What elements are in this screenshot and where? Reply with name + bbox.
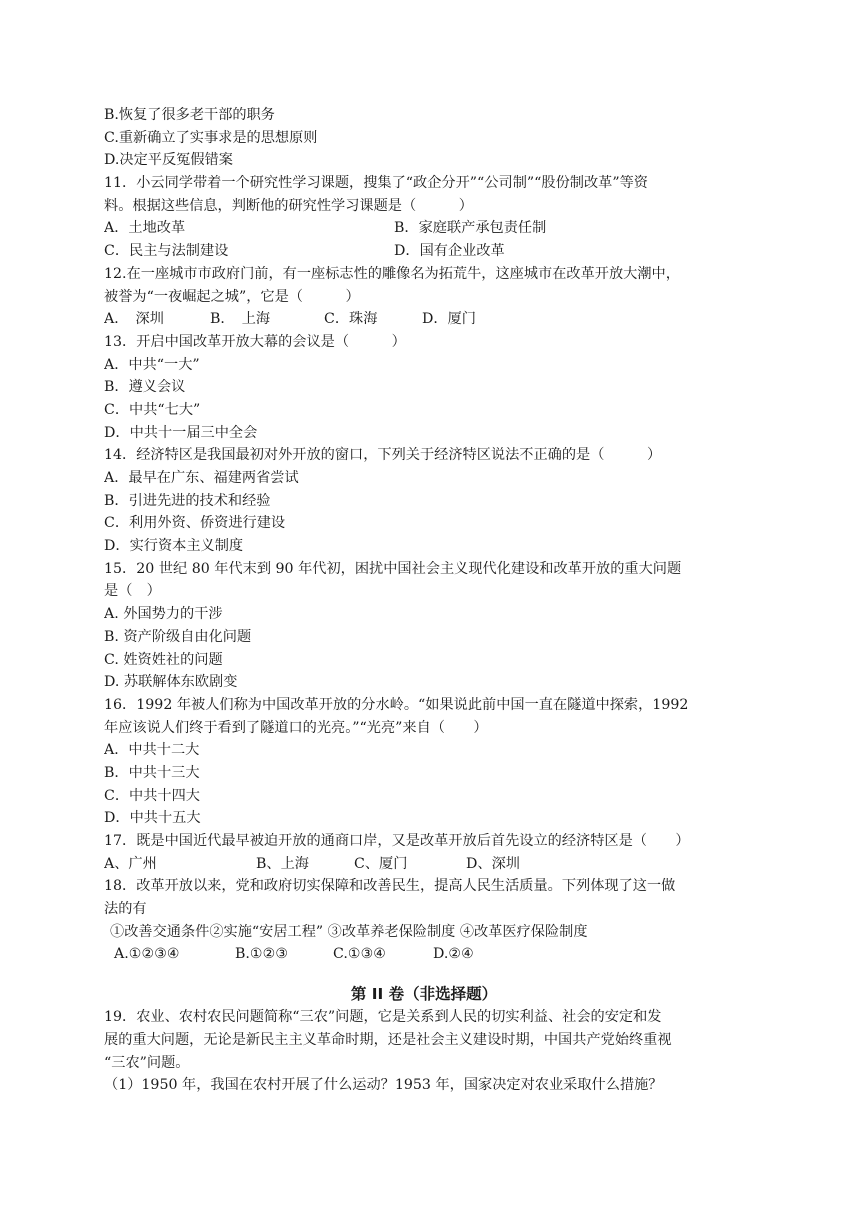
question-11-stem: 料。根据这些信息，判断他的研究性学习课题是（ ） [104,197,473,214]
question-19-stem: “三农”问题。 [104,1054,190,1071]
option-line: C.重新确立了实事求是的思想原则 [104,129,318,146]
question-12-options-row [104,308,744,331]
exam-page [104,104,744,1097]
question-16-stem: 16．1992 年被人们称为中国改革开放的分水岭。“如果说此前中国一直在隧道中探索，1992 [104,696,689,713]
option-c: C．中共“七大” [104,401,201,418]
option-b: B．中共十三大 [104,764,200,781]
option-b: B. 资产阶级自由化问题 [104,628,252,645]
question-11-options-row [104,240,744,263]
section-spacer [104,966,744,982]
question-18-options-row [104,943,744,966]
option-d: D．中共十一届三中全会 [104,424,258,441]
question-19-sub-1: （1）1950 年，我国在农村开展了什么运动？1953 年，国家决定对农业采取什么措施？ [104,1077,663,1094]
option-c: C、厦门 [354,855,408,872]
option-a: A．中共“一大” [104,356,200,373]
question-13-stem: 13．开启中国改革开放大幕的会议是（ ） [104,333,406,350]
option-a: A． 深圳 [104,311,164,328]
question-17-options-row [104,853,744,876]
option-d: D．厦门 [422,311,476,328]
option-a: A.①②③④ [114,946,180,963]
question-16-stem: 年应该说人们终于看到了隧道口的光亮。”“光亮”来自（ ） [104,719,488,736]
option-a: A．土地改革 [104,220,186,237]
option-d: D．实行资本主义制度 [104,538,244,555]
option-b: B.①②③ [235,946,289,963]
option-c: C．珠海 [324,311,378,328]
question-18-stem: 法的有 [104,901,147,918]
question-14-stem: 14．经济特区是我国最初对外开放的窗口，下列关于经济特区说法不正确的是（ ） [104,447,662,464]
option-a: A．最早在广东、福建两省尝试 [104,470,299,486]
question-12-stem: 被誉为“一夜崛起之城”，它是（ ） [104,288,360,305]
option-a: A．中共十二大 [104,742,200,759]
option-b: B．家庭联产承包责任制 [394,220,547,237]
question-11-options-row [104,217,744,240]
option-c: C. 姓资姓社的问题 [104,651,223,668]
option-line: D.决定平反冤假错案 [104,152,233,169]
question-17-stem: 17．既是中国近代最早被迫开放的通商口岸，又是改革开放后首先设立的经济特区是（ ） [104,833,690,849]
question-11-stem: 11．小云同学带着一个研究性学习课题，搜集了“政企分开”“公司制”“股份制改革”等资 [104,175,648,192]
option-b: B． 上海 [210,311,271,328]
option-b: B、上海 [256,855,309,872]
question-15-stem: 是（ ） [104,583,161,600]
option-c: C．民主与法制建设 [104,243,229,260]
option-d: D. 苏联解体东欧剧变 [104,674,238,691]
question-19-stem: 19．农业、农村农民问题简称“三农”问题，它是关系到人民的切实利益、社会的安定和发 [104,1009,662,1026]
question-15-stem: 15．20 世纪 80 年代末到 90 年代初，困扰中国社会主义现代化建设和改革开放的重大问题 [104,560,682,577]
option-d: D．中共十五大 [104,810,201,827]
question-12-stem: 12.在一座城市市政府门前，有一座标志性的雕像名为拓荒牛，这座城市在改革开放大潮中， [104,265,680,282]
option-line: B.恢复了很多老干部的职务 [104,107,275,123]
section-2-title: 第 II 卷（非选择题） [350,985,498,1004]
question-19-stem: 展的重大问题，无论是新民主主义革命时期，还是社会主义建设时期，中国共产党始终重视 [104,1031,672,1048]
option-c: C．利用外资、侨资进行建设 [104,515,286,532]
option-a: A、广州 [104,855,157,872]
option-c: C．中共十四大 [104,787,200,804]
question-18-items: ①改善交通条件②实施“安居工程” ③改革养老保险制度 ④改革医疗保险制度 [110,923,588,940]
option-d: D、深圳 [466,855,520,872]
option-c: C.①③④ [333,946,387,963]
option-a: A. 外国势力的干涉 [104,606,223,623]
option-b: B．遵义会议 [104,379,186,396]
option-d: D．国有企业改革 [394,243,505,260]
question-18-stem: 18．改革开放以来，党和政府切实保障和改善民生，提高人民生活质量。下列体现了这一做 [104,878,676,895]
option-d: D.②④ [433,946,474,963]
option-b: B．引进先进的技术和经验 [104,492,271,509]
